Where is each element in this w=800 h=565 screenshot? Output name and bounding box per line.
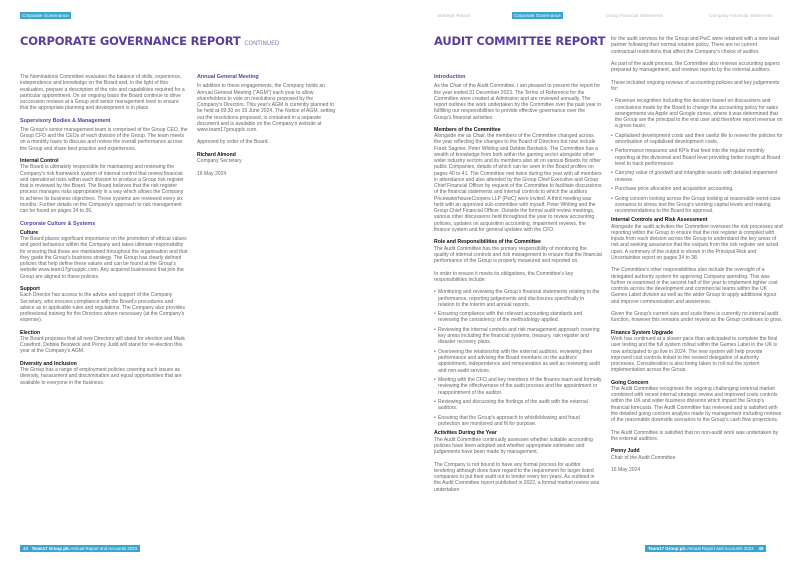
paragraph: The Nominations Committee evaluates the balance of skills, experience, independence and knowledge on the Board and, in the light of this evaluation, prepare a description of the role and capabilities required for a particular appointment. On an ongoing basis the Board continue to drive succession reviews at a Group and senior management level to ensure that the appropriate planning and development is in place. — [20, 74, 185, 112]
paragraph: The Board places significant importance on the promotion of ethical values and good behaviour within the Company and takes ultimate responsibility for ensuring that these are maintained throughout the organisation and that they guide the Group's business strategy. The Group has clearly defined policies that help define these values and can be found at the Group's website www.team17groupplc.com. Any acquired businesses that join the Group are aligned to these policies. — [20, 236, 188, 280]
footer-left — [20, 545, 140, 552]
paragraph: The Board proposes that all new Directors will stand for election and Mark Crawford, Debbie Bestwick and Penny Judd will stand for re-election this year at the Company's AGM. — [20, 335, 185, 355]
section-heading: Supervisory Bodies & Management — [20, 117, 111, 124]
right-column-1 — [434, 74, 602, 499]
page-title-left — [20, 34, 279, 48]
title-suffix: CONTINUED — [244, 41, 280, 47]
paragraph: These included ongoing reviews of accounting policies and key judgements for: — [611, 79, 780, 92]
title-text: CORPORATE GOVERNANCE REPORT — [20, 34, 241, 48]
paragraph: Given the Group's current size and scale there is currently no internal audit function, however this remains under review as the Group continues to grow. — [611, 311, 783, 324]
bullet-list — [611, 98, 783, 214]
footer-report: Annual Report and Accounts 2023 — [70, 546, 138, 551]
paragraph: The Audit Committee continually assesses whether suitable accounting policies have been adopted and whether appropriate estimates and judgements have been made by management. — [434, 436, 593, 456]
footer-report: Annual Report and Accounts 2023 — [686, 546, 754, 551]
subheading: Support — [20, 286, 40, 292]
list-item: • Carrying value of goodwill and intangible assets with detailed impairment reviews. — [611, 170, 783, 183]
section-heading: Introduction — [434, 74, 466, 80]
paragraph: 16 May 2024 — [611, 467, 641, 473]
list-item: • Capitalised development costs and their useful life to review the policies for amortisation of capitalised development costs. — [611, 133, 783, 146]
paragraph: The Company is not bound to have any formal process for auditor tendering although does have regard to the requirement for larger listed companies to put their audit out to tender every ten years. As outlined in the Audit Committee report published in 2022, a formal market review was undertaken — [434, 461, 600, 493]
paragraph: As part of the audit process, the Committee also reviews accounting papers prepared by management, and reviews reports by the external auditors. — [611, 60, 780, 74]
list-item: • Revenue recognition including the decision based on discussions and conclusions made by the Board to change the accounting policy for sales arrangements via Apple and Google stores, where it was determined that the Group are the principal to the end user and therefore report revenue on a gross basis. — [611, 98, 783, 129]
list-item: • Monitoring and reviewing the Group's financial statements relating to the performance, reporting judgements and disclosures specifically in relation to the interim and annual reports. — [434, 289, 602, 308]
list-item: • Going concern looking across the Group looking at reasonable worst-case scenarios to stress test the Group's working capital levels and making recommendations to the Board for approval. — [611, 196, 783, 215]
subheading: Internal Controls and Risk Assessment — [611, 217, 708, 224]
subheading: Diversity and Inclusion — [20, 360, 77, 367]
footer-company: Team17 Group plc — [31, 546, 70, 551]
left-column-2 — [197, 74, 337, 183]
section-heading: Corporate Culture & Systems — [20, 220, 96, 227]
paragraph: Each Director has access to the advice and support of the Company Secretary, who ensures compliance with the Board's procedures and advice as to applicable rules and regulations. The Company also provides professional training for the Directors where necessary (at the Company's expense). — [20, 292, 185, 324]
list-item: • Ensuring compliance with the relevant accounting standards and reviewing the consistency of the methodology applied. — [434, 311, 602, 324]
paragraph: In order to ensure it meets its obligations, the Committee's key responsibilities include: — [434, 270, 574, 283]
page-title-right: AUDIT COMMITTEE REPORT — [434, 34, 606, 48]
signatory-name: Richard Almond — [197, 151, 236, 158]
list-item: • Reviewing and discussing the findings of the audit with the external auditors. — [434, 399, 602, 412]
paragraph: 16 May 2024 — [197, 170, 227, 177]
list-item: • Reviewing the internal controls and risk management approach covering key areas including the financial systems, treasury, risk register and disaster recovery plans. — [434, 327, 602, 346]
paragraph: The Group's senior management team is comprised of the Group CEO, the Group CFO and the CEOs of each division of the Group. The team meets on a monthly basis to discuss and review the overall performance across the Group and share best practice and experiences. — [20, 126, 188, 152]
paragraph: Work has continued at a slower pace than anticipated to complete the final user testing and the full system rollout within the Games Label in the UK is now anticipated to go live in 2024. The new system will help provide improved cost controls linked to the revised delegation of authority processes. Consideration is also being taken to roll-out the system implementation across the Group. — [611, 336, 778, 374]
subheading: Election — [20, 329, 41, 336]
section-tab-corporate-governance[interactable]: Corporate Governance — [22, 13, 69, 18]
paragraph: Approved by order of the Board. — [197, 139, 269, 146]
paragraph: Alongside the audit activities the Committee oversees the risk processes and reporting within the Group to ensure that the risk register is compiled with inputs from each division across the Group to understand the key areas of risk and seeking assurance that the outputs from the risk register are acted upon. A summary of the output is shown in the Principal Risk and Uncertainties report on pages 34 to 38. — [611, 223, 783, 261]
subheading: Activities During the Year — [434, 430, 497, 437]
paragraph: The Audit Committee recognises the ongoing challenging external market combined with recent internal strategic review and improved costs controls within the UK and wider business divisions which impact the Group's financial forecasts. The Audit Committee has reviewed and is satisfied with the detailed going concern analysis made by management including reviews of the reasonable downside scenarios to the Group's cash flow projections. — [611, 385, 782, 424]
tab-company-financial-statements[interactable]: Company Financial Statements — [709, 13, 773, 18]
section-heading: Annual General Meeting — [197, 74, 259, 80]
list-item: • Purchase price allocation and acquisition accounting. — [611, 186, 783, 192]
list-item: • Performance measures and KPIs that feed into the regular monthly reporting at the divisional and Board level providing better insight at Board level to track performance. — [611, 148, 783, 167]
right-column-2 — [611, 36, 783, 479]
subheading: Finance System Upgrade — [611, 329, 673, 336]
list-item: • Meeting with the CFO and key members of the finance team and formally reviewing the effectiveness of the audit process and the appointment or reappointment of the auditor. — [434, 377, 602, 396]
page-number: 48 — [23, 546, 28, 551]
footer-right — [645, 545, 766, 552]
paragraph: The Audit Committee has the primary responsibility of monitoring the quality of internal controls and risk management to ensure that the financial performance of the Group is properly measured and reported on. — [434, 245, 602, 265]
footer-company: Team17 Group plc — [648, 546, 686, 551]
paragraph: The Group has a range of employment policies covering such issues as diversity, harassment and discrimination and equal opportunities that are available to everyone in the business. — [20, 367, 182, 386]
paragraph: The Audit Committee is satisfied that no non-audit work was undertaken by the external auditors. — [611, 429, 779, 442]
list-item: • Overseeing the relationship with the external auditors, reviewing their performance and advising the Board members on the auditors' appointment, independence and remuneration as well as reviewing audit and non-audit services. — [434, 349, 602, 374]
paragraph: for the audit services for the Group and PwC were retained with a new lead partner following their normal rotation policy. There are no current contractual restrictions that affect the Company's choice of auditor. — [611, 36, 779, 55]
subheading: Internal Control — [20, 158, 59, 165]
signatory-role: Chair of the Audit Committee — [611, 454, 676, 461]
subheading: Going Concern — [611, 379, 649, 386]
subheading: Role and Responsibilities of the Committee — [434, 239, 541, 246]
paragraph: The Committee's other responsibilities also include the oversight of a delegated authority system for approving Company spending. This was further re-examined in the second half of the year to implement tighter cost controls across the development and commercial teams within the UK Games Label division as well as the wider Group to apply additional rigour and improve communication and awareness. — [611, 267, 778, 305]
paragraph: The Board is ultimately responsible for maintaining and reviewing the Company's risk framework system of internal control that review financial and operational risks within each division to produce a Group risk register that is reviewed by the Board. The Board believes that the risk register process manages risks appropriately in a way which allows the Company to achieve its business objectives. These systems are reviewed every six months. Further details on the Company's approach to risk management can be found on pages 34 to 36. — [20, 164, 184, 215]
paragraph: Alongside me as Chair, the members of the Committee changed across the year reflecting the changes to the Board of Directors but now include Frank Sagnier, Peter Whiting and Debbie Bestwick. The Committee has a wealth of knowledge from both within the gaming sector alongside other wider industry sectors and its members also sit on various Boards for other public Companies, details of which can be seen in the Board profiles on pages 40 to 41. The Committee met twice during the year with all members in attendance and also attended by the Group Chief Executive and Group Chief Financial Officer by request of the Committee to facilitate discussions of the financial statements and internal controls to which the auditors PricewaterhouseCoopers LLP (PwC) were invited. A third meeting was held with an approved sub-committee with myself, Peter Whiting and the Group Chief Financial Officer. Outside the formal audit review meetings, various other discussions held throughout the year to review accounting policies, updates on acquisition accounting, impairment reviews, the finance system and for general updates with the CFO. — [434, 133, 602, 233]
page-number: 49 — [758, 546, 764, 551]
list-item: • Ensuring that the Group's approach to whistleblowing and fraud protection are monitored and fit for purpose. — [434, 415, 602, 428]
paragraph: As the Chair of the Audit Committee, I am pleased to present the report for the year ended 31 December 2023. The Terms of Reference for the Committee were created at Admission and are reviewed annually. The report outlines the work undertaken by the Committee over the past year in fulfilling our responsibilities to provide effective governance over the Group's financial activities. — [434, 83, 602, 121]
tab-corporate-governance[interactable]: Corporate Governance — [514, 13, 561, 18]
tab-strategic-report[interactable]: Strategic Report — [437, 13, 471, 18]
subheading: Members of the Committee — [434, 126, 501, 133]
signatory-name: Penny Judd — [611, 448, 640, 455]
left-column-1 — [20, 74, 188, 392]
paragraph: In addition to these engagements, the Company holds an Annual General Meeting ("AGM") each year to allow shareholders to vote on resolutions proposed by the Company's Directors. This year's AGM is currently planned to be held at 09:30 on 19 June 2024. The Notice of AGM, setting out the resolutions proposed, is contained in a separate document and is available on the Company's website at www.team17groupplc.com. — [197, 83, 336, 133]
tab-group-financial-statements[interactable]: Group Financial Statements — [606, 13, 663, 18]
subheading: Culture — [20, 229, 39, 236]
bullet-list — [434, 289, 602, 427]
signatory-role: Company Secretary — [197, 158, 242, 165]
